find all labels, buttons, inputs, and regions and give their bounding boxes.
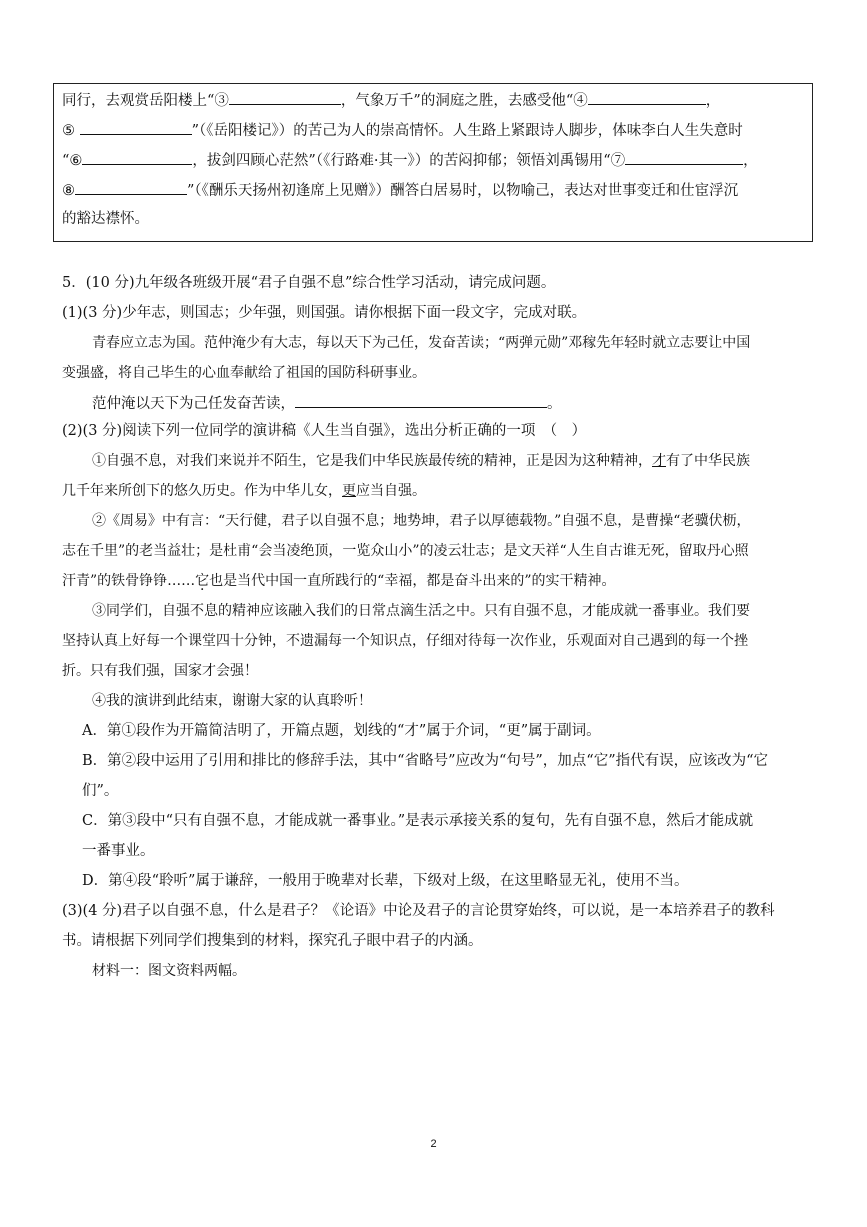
speech-para-2-line-2: 志在千里”的老当益壮；是杜甫“会当凌绝顶，一览众山小”的凌云壮志；是文天祥“人生自古谁无死，留取丹心照 [62, 543, 749, 559]
blank-5[interactable] [80, 120, 192, 135]
option-c-line-1[interactable]: C．第③段中“只有自强不息，才能成就一番事业。”是表示承接关系的复句，先有自强不息，然后才能成就 [82, 813, 754, 829]
speech-para-4: ④我的演讲到此结束，谢谢大家的认真聆听！ [92, 693, 372, 709]
blank-4[interactable] [588, 90, 706, 105]
box-line-1: 同行，去观赏岳阳楼上“③ ，气象万千”的洞庭之胜，去感受他“④ ， [62, 90, 720, 111]
box-line-5: 的豁达襟怀。 [62, 211, 149, 227]
speech-para-1-line-2: 几千年来所创下的悠久历史。作为中华儿女，更应当自强。 [62, 483, 426, 499]
option-b-line-1[interactable]: B．第②段中运用了引用和排比的修辞手法，其中“省略号”应改为“句号”，加点“它”指代有误，应该改为“它 [82, 753, 769, 769]
couplet-answer-blank[interactable] [295, 393, 547, 408]
speech-para-2-line-3: 汗青”的铁骨铮铮……它也是当代中国一直所践行的“幸福，都是奋斗出来的”的实干精神。 [62, 573, 616, 589]
s1-passage-line-1: 青春应立志为国。范仲淹少有大志，每以天下为己任，发奋苦读；“两弹元勋”邓稼先年轻时就立志要让中国 [92, 335, 751, 351]
option-d[interactable]: D．第④段“聆听”属于谦辞，一般用于晚辈对长辈，下级对上级，在这里略显无礼，使用不当。 [82, 873, 689, 889]
option-b-line-2: 们”。 [82, 783, 119, 799]
subquestion-3-line-1: (3)(4 分)君子以自强不息，什么是君子？《论语》中论及君子的言论贯穿始终，可以说，是一本培养君子的教科 [62, 903, 775, 919]
underlined-cai: 才 [652, 453, 666, 469]
page-number: 2 [430, 1138, 437, 1150]
s1-passage-line-2: 变强盛，将自己毕生的心血奉献给了祖国的国防科研事业。 [62, 365, 426, 381]
blank-7[interactable] [625, 150, 743, 165]
speech-para-3-line-2: 坚持认真上好每一个课堂四十分钟，不遗漏每一个知识点，仔细对待每一次作业，乐观面对自己遇到的每一个挫 [62, 633, 748, 649]
speech-para-3-line-1: ③同学们，自强不息的精神应该融入我们的日常点滴生活之中。只有自强不息，才能成就一番事业。我们要 [92, 603, 750, 619]
blank-6[interactable] [82, 150, 192, 165]
blank-8[interactable] [75, 180, 187, 195]
subquestion-3-line-2: 书。请根据下列同学们搜集到的材料，探究孔子眼中君子的内涵。 [62, 933, 483, 949]
speech-para-2-line-1: ②《周易》中有言：“天行健，君子以自强不息；地势坤，君子以厚德载物。”自强不息，是曹操“老骥伏枥， [92, 513, 751, 529]
question-5-title: 5．(10 分)九年级各班级开展“君子自强不息”综合性学习活动，请完成问题。 [62, 275, 556, 291]
speech-para-3-line-3: 折。只有我们强，国家才会强！ [62, 663, 258, 679]
material-1-label: 材料一：图文资料两幅。 [92, 963, 246, 979]
dotted-ta: 它 [195, 573, 210, 589]
box-line-2: ⑤ ”（《岳阳楼记》）的苦己为人的崇高情怀。人生路上紧跟诗人脚步，体味李白人生失意时 [62, 120, 743, 141]
underlined-geng: 更 [342, 483, 356, 499]
box-line-4: ⑧ ”（《酬乐天扬州初逢席上见赠》）酬答白居易时，以物喻己，表达对世事变迁和仕宦浮沉 [62, 180, 738, 201]
blank-3[interactable] [229, 90, 341, 105]
option-a[interactable]: A．第①段作为开篇简洁明了，开篇点题，划线的“才”属于介词，“更”属于副词。 [82, 723, 601, 739]
option-c-line-2: 一番事业。 [82, 843, 155, 859]
couplet-line: 范仲淹以天下为己任发奋苦读， 。 [92, 393, 562, 414]
box-line-3: “⑥ ，拔剑四顾心茫然”（《行路难·其一》）的苦闷抑郁；领悟刘禹锡用“⑦ ， [62, 150, 758, 171]
subquestion-1-title: (1)(3 分)少年志，则国志；少年强，则国强。请你根据下面一段文字，完成对联。 [62, 305, 587, 321]
subquestion-2-title: (2)(3 分)阅读下列一位同学的演讲稿《人生当自强》，选出分析正确的一项 （ ） [62, 423, 587, 439]
speech-para-1-line-1: ①自强不息，对我们来说并不陌生，它是我们中华民族最传统的精神，正是因为这种精神，才有了中华民族 [92, 453, 750, 469]
